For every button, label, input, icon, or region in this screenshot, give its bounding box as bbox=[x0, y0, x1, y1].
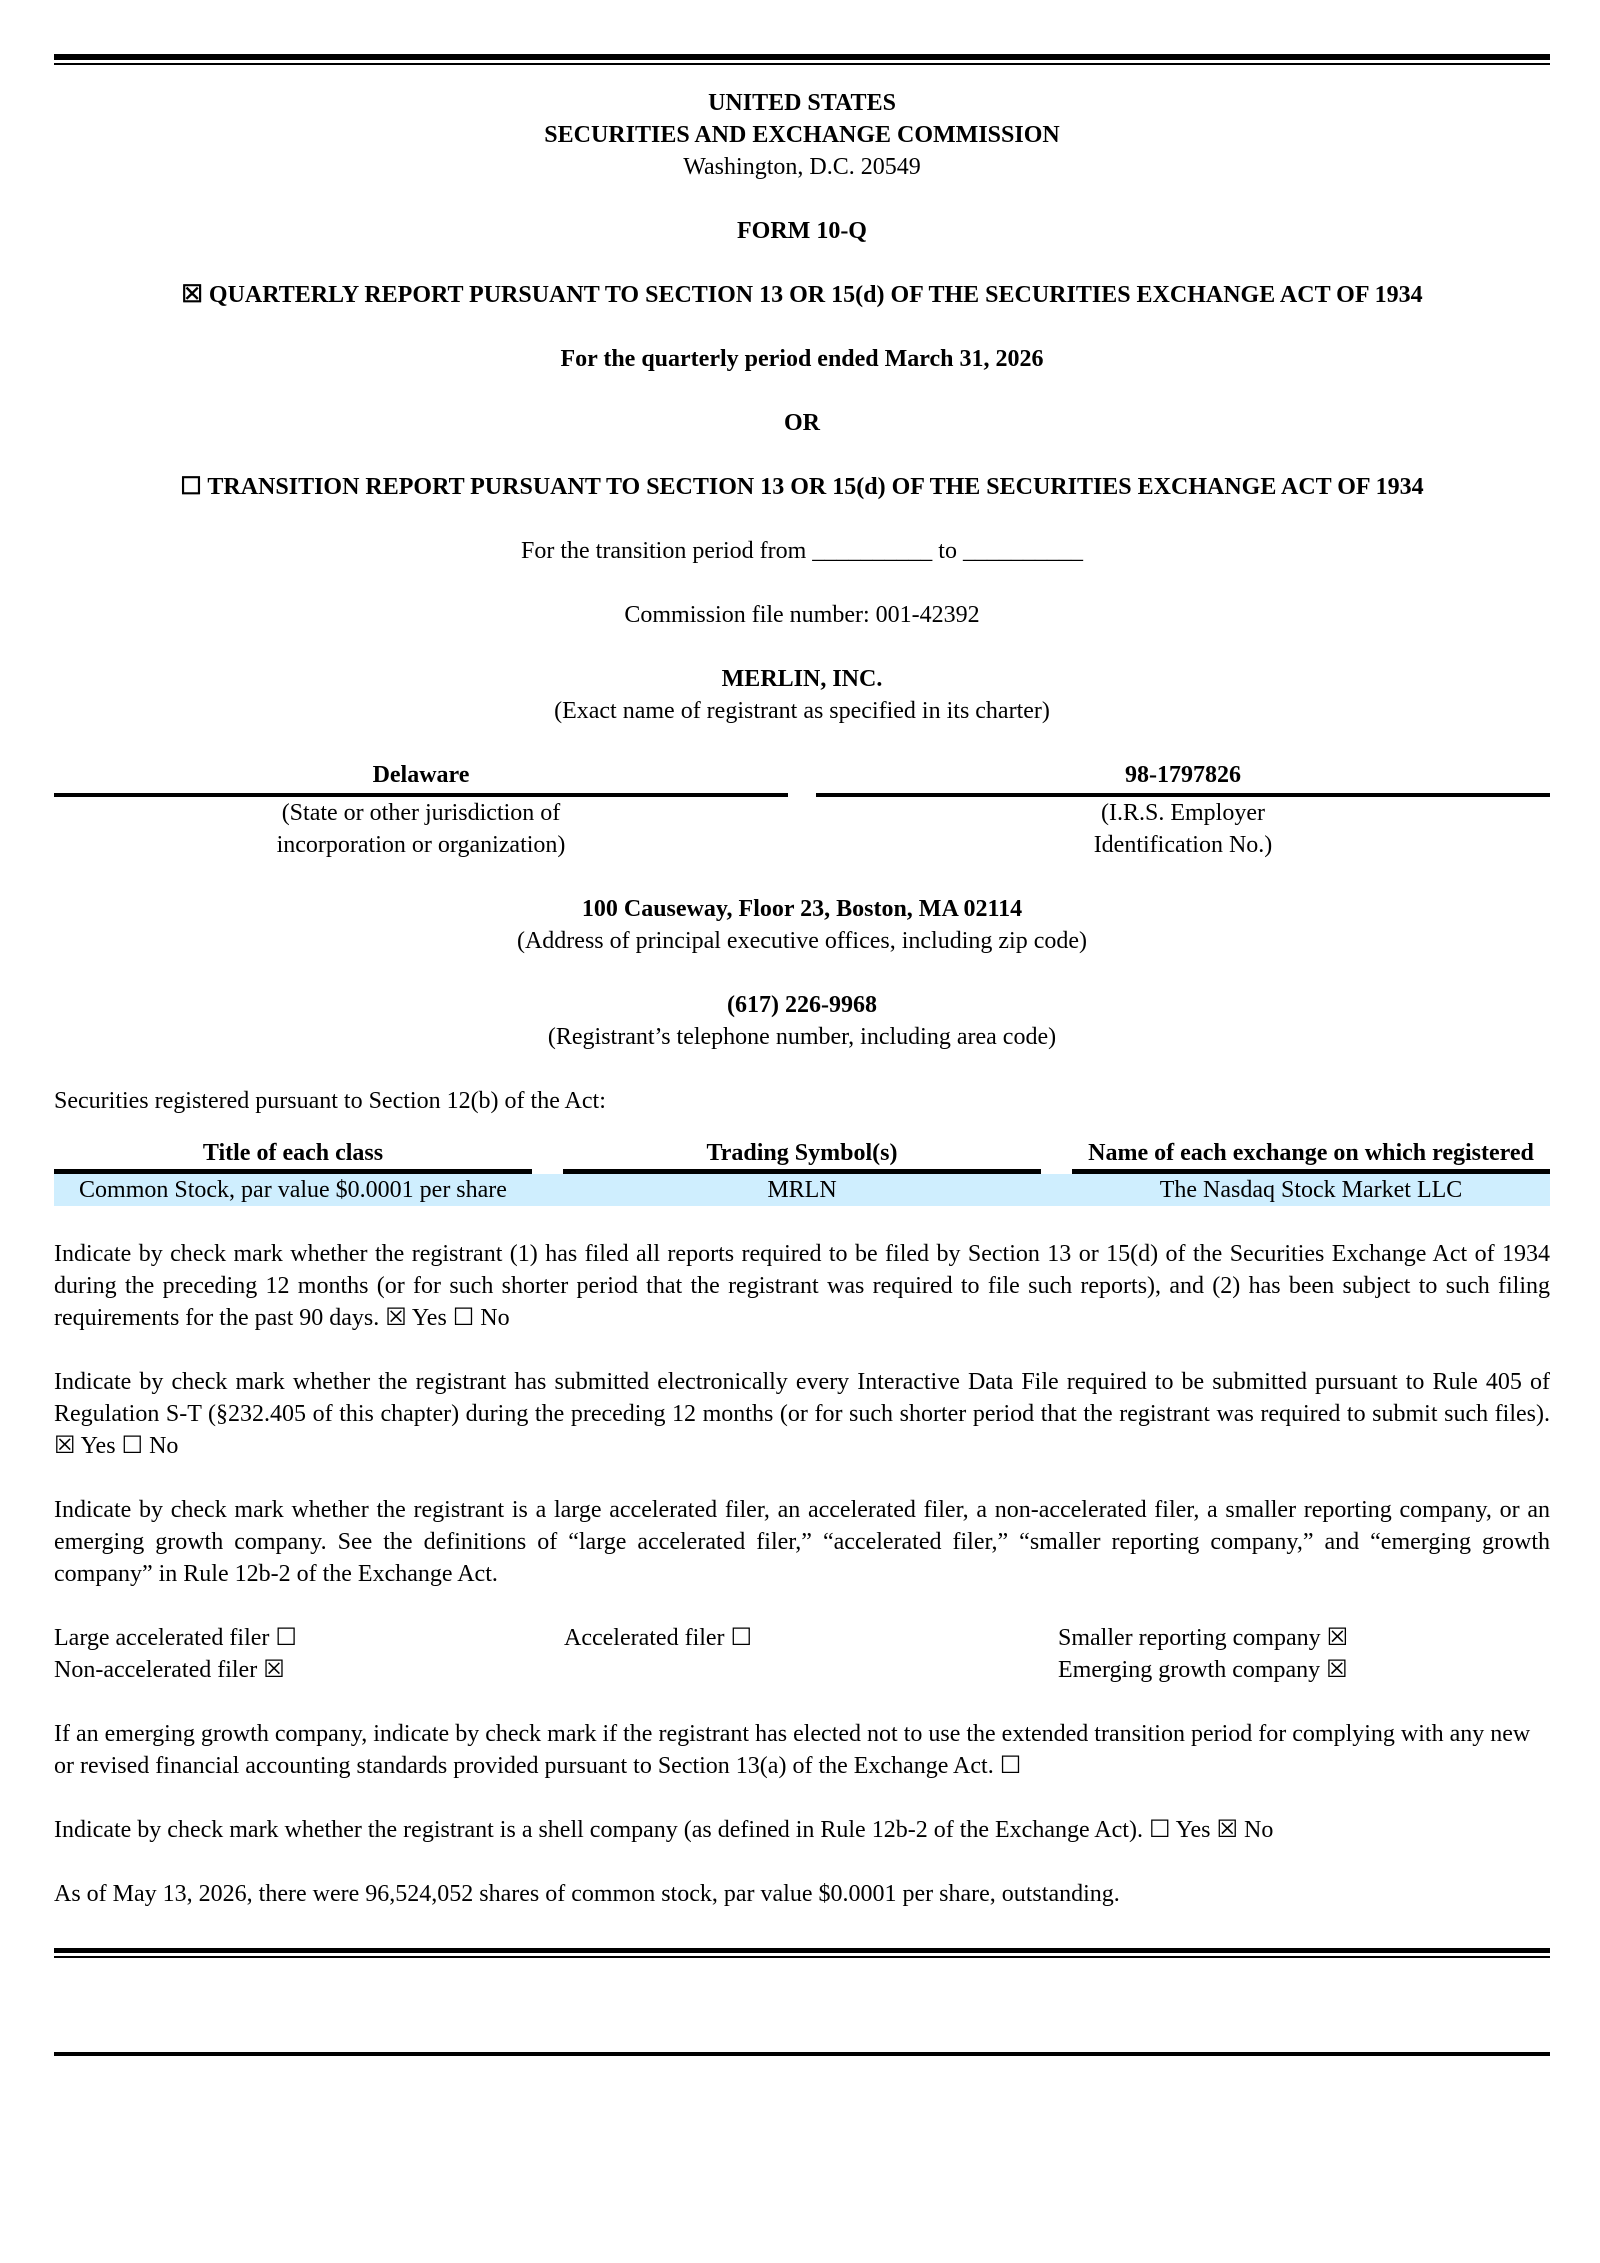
paragraph-filing-reports: Indicate by check mark whether the registrant (1) has filed all reports required to be filed by Section 13 or 15(d) of the Securities Exchange Act of 1934 during the preceding 12 months (or for such shorter period that the registrant was required to file such reports), and (2) has been subject to such filing requirements for the past 90 days. ☒ Yes ☐ No bbox=[54, 1241, 1550, 1331]
bottom-rule bbox=[54, 2052, 1550, 2056]
large-accelerated-filer: Large accelerated filer ☐ bbox=[54, 1625, 297, 1651]
state-caption-2: incorporation or organization) bbox=[276, 832, 566, 858]
header-trading-symbol: Trading Symbol(s) bbox=[563, 1137, 1041, 1174]
double-rule bbox=[54, 1948, 1550, 1958]
non-accelerated-filer: Non-accelerated filer ☒ bbox=[54, 1657, 285, 1683]
accelerated-filer: Accelerated filer ☐ bbox=[564, 1625, 753, 1651]
registrant-name: MERLIN, INC. bbox=[721, 666, 883, 692]
header-exchange-name: Name of each exchange on which registered bbox=[1072, 1137, 1550, 1174]
phone: (617) 226-9968 bbox=[727, 992, 877, 1018]
top-rule bbox=[54, 54, 1550, 65]
paragraph-shell-company: Indicate by check mark whether the registrant is a shell company (as defined in Rule 12b-2 of the Exchange Act). ☐ Yes ☒ No bbox=[54, 1817, 1274, 1843]
emerging-growth-company: Emerging growth company ☒ bbox=[1058, 1657, 1348, 1683]
paragraph-shares-outstanding: As of May 13, 2026, there were 96,524,052 shares of common stock, par value $0.0001 per share, outstanding. bbox=[54, 1881, 1120, 1907]
state-caption-1: (State or other jurisdiction of bbox=[281, 800, 561, 826]
state-value: Delaware bbox=[54, 759, 788, 797]
smaller-reporting-company: Smaller reporting company ☒ bbox=[1058, 1625, 1349, 1651]
ein-caption-2: Identification No.) bbox=[1093, 832, 1273, 858]
commission-file-number: Commission file number: 001-42392 bbox=[624, 602, 980, 628]
paragraph-interactive-data: Indicate by check mark whether the registrant has submitted electronically every Interactive Data File required to be submitted pursuant to Rule 405 of Regulation S-T (§232.405 of this chapter) during the preceding 12 months (or for such shorter period that the registrant was required to submit such files). ☒ Yes ☐ No bbox=[54, 1369, 1550, 1459]
or-text: OR bbox=[784, 410, 820, 436]
transition-period: For the transition period from __________ to __________ bbox=[521, 538, 1083, 564]
header-line-1: UNITED STATES bbox=[708, 90, 896, 116]
registrant-name-caption: (Exact name of registrant as specified in its charter) bbox=[554, 698, 1050, 724]
cell-exchange-name: The Nasdaq Stock Market LLC bbox=[1159, 1177, 1463, 1203]
header-line-2: SECURITIES AND EXCHANGE COMMISSION bbox=[544, 122, 1060, 148]
form-title: FORM 10-Q bbox=[737, 218, 867, 244]
cell-title-of-class: Common Stock, par value $0.0001 per share bbox=[79, 1177, 507, 1203]
jurisdiction-ein-block bbox=[54, 759, 1550, 861]
header-line-3: Washington, D.C. 20549 bbox=[683, 154, 921, 180]
phone-caption: (Registrant’s telephone number, including area code) bbox=[547, 1024, 1057, 1050]
header-title-of-class: Title of each class bbox=[54, 1137, 532, 1174]
period-ended: For the quarterly period ended March 31, 2026 bbox=[560, 346, 1044, 372]
securities-intro: Securities registered pursuant to Section 12(b) of the Act: bbox=[54, 1088, 606, 1114]
securities-table-header bbox=[54, 1137, 1550, 1174]
table-row bbox=[54, 1174, 1550, 1206]
address-caption: (Address of principal executive offices, including zip code) bbox=[516, 928, 1088, 954]
form-page bbox=[54, 54, 1550, 2056]
address: 100 Causeway, Floor 23, Boston, MA 02114 bbox=[581, 896, 1023, 922]
filer-status-grid bbox=[54, 1622, 1550, 1686]
transition-report-line: ☐ TRANSITION REPORT PURSUANT TO SECTION 13 OR 15(d) OF THE SECURITIES EXCHANGE ACT OF 1934 bbox=[180, 474, 1424, 500]
filer-col-1 bbox=[54, 1622, 564, 1686]
filer-col-3 bbox=[1058, 1622, 1550, 1686]
ein-value: 98-1797826 bbox=[816, 759, 1550, 797]
cell-trading-symbol: MRLN bbox=[767, 1177, 837, 1203]
paragraph-transition-election: If an emerging growth company, indicate by check mark if the registrant has elected not to use the extended transition period for complying with any new or revised financial accounting standards provided pursuant to Section 13(a) of the Exchange Act. ☐ bbox=[54, 1721, 1531, 1779]
jurisdiction-cell bbox=[54, 759, 788, 861]
quarterly-report-line: ☒ QUARTERLY REPORT PURSUANT TO SECTION 13 OR 15(d) OF THE SECURITIES EXCHANGE ACT OF 1934 bbox=[181, 282, 1423, 308]
ein-cell bbox=[816, 759, 1550, 861]
paragraph-filer-type: Indicate by check mark whether the registrant is a large accelerated filer, an accelerated filer, a non-accelerated filer, a smaller reporting company, or an emerging growth company. See the definitions of “large accelerated filer,” “accelerated filer,” “smaller reporting company,” and “emerging growth company” in Rule 12b-2 of the Exchange Act. bbox=[54, 1497, 1550, 1587]
ein-caption-1: (I.R.S. Employer bbox=[1101, 800, 1265, 826]
filer-col-2 bbox=[564, 1622, 1058, 1686]
